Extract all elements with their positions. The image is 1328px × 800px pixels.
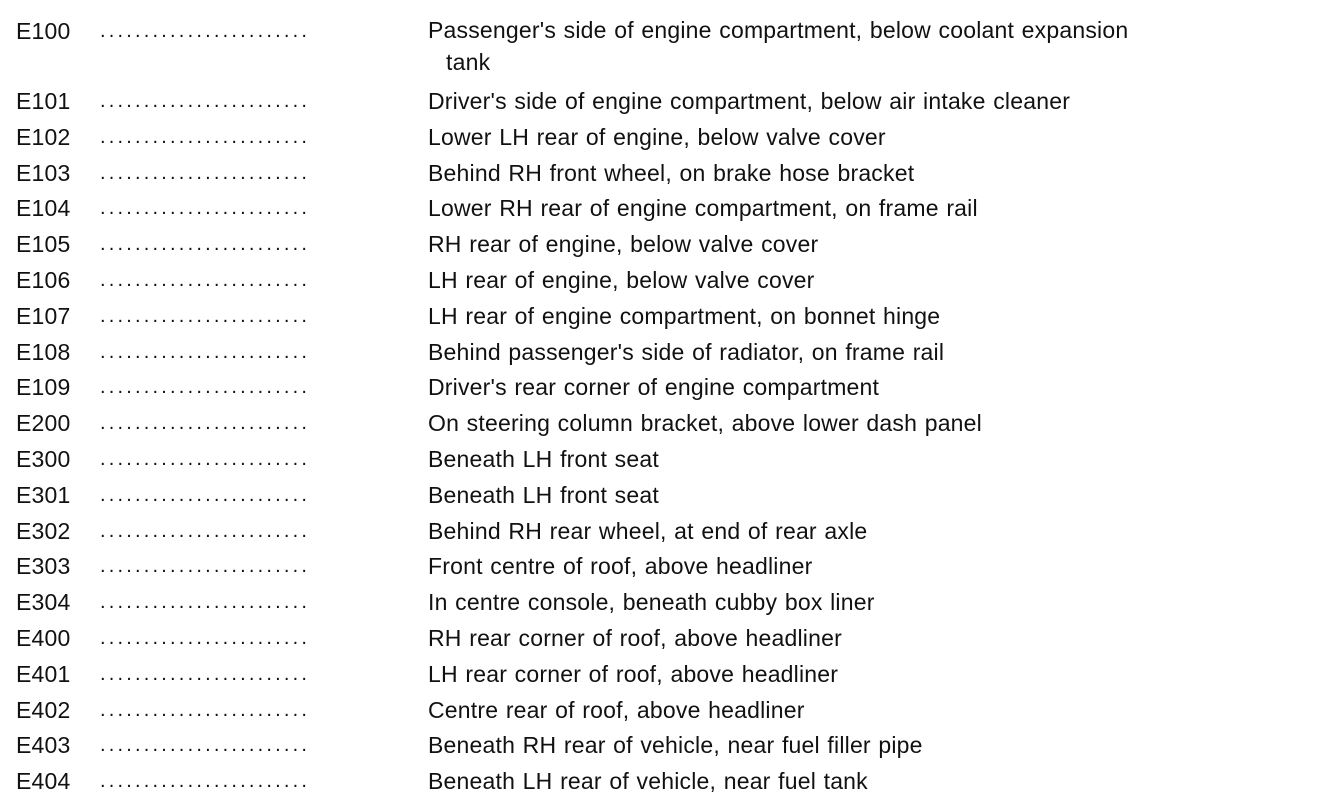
list-item: [16, 120, 1316, 156]
ground-code: E106: [16, 266, 71, 293]
dot-leader: ........................: [100, 412, 311, 435]
ground-location: Beneath LH front seat: [428, 445, 659, 472]
ground-location-text: Passenger's side of engine compartment, below coolant expansion: [428, 17, 1129, 43]
dot-leader: ........................: [100, 626, 311, 649]
list-item: [16, 549, 1316, 585]
ground-code: E400: [16, 624, 71, 651]
dot-leader: ........................: [100, 340, 311, 363]
ground-location: Beneath LH rear of vehicle, near fuel tank: [428, 768, 868, 795]
ground-location-continuation: tank: [446, 49, 491, 75]
ground-location: Driver's rear corner of engine compartment: [428, 374, 880, 401]
list-item: [16, 585, 1316, 621]
ground-location: LH rear of engine, below valve cover: [428, 266, 815, 293]
dot-leader: ........................: [100, 662, 311, 685]
list-item: [16, 227, 1316, 263]
list-item: [16, 335, 1316, 371]
list-item: [16, 478, 1316, 514]
ground-code: E101: [16, 88, 71, 114]
dot-leader: ........................: [100, 376, 311, 399]
list-item: [16, 621, 1316, 657]
list-item: [16, 370, 1316, 406]
ground-code: E102: [16, 123, 71, 150]
list-item: [16, 693, 1316, 729]
ground-location: Beneath RH rear of vehicle, near fuel filler pipe: [428, 732, 923, 759]
ground-code: E304: [16, 589, 71, 616]
ground-code: E303: [16, 553, 71, 580]
ground-code: E301: [16, 481, 71, 508]
list-item: [16, 764, 1316, 800]
dot-leader: ........................: [100, 125, 311, 148]
list-item: [16, 442, 1316, 478]
ground-location: RH rear of engine, below valve cover: [428, 231, 819, 258]
ground-code: E403: [16, 732, 71, 759]
ground-point-location-list: [16, 14, 1316, 800]
ground-code: E100: [16, 18, 71, 44]
ground-location: Front centre of roof, above headliner: [428, 553, 813, 580]
dot-leader: ........................: [100, 519, 311, 542]
list-item: [16, 728, 1316, 764]
ground-location: Behind RH front wheel, on brake hose bracket: [428, 159, 915, 186]
dot-leader: ........................: [100, 233, 311, 256]
dot-leader: ........................: [100, 161, 311, 184]
ground-code: E108: [16, 338, 71, 365]
ground-location: Lower RH rear of engine compartment, on frame rail: [428, 195, 978, 222]
ground-code: E109: [16, 374, 71, 401]
ground-code: E401: [16, 660, 71, 687]
dot-leader: ........................: [100, 591, 311, 614]
ground-location: LH rear of engine compartment, on bonnet hinge: [428, 302, 941, 329]
ground-code: E200: [16, 410, 71, 437]
ground-location: Behind RH rear wheel, at end of rear axle: [428, 517, 868, 544]
ground-location: [428, 14, 1316, 78]
dot-leader: ........................: [100, 698, 311, 721]
dot-leader: ........................: [100, 734, 311, 757]
dot-leader: ........................: [100, 555, 311, 578]
ground-location: Behind passenger's side of radiator, on frame rail: [428, 338, 945, 365]
dot-leader: ........................: [100, 447, 311, 470]
ground-code: E105: [16, 231, 71, 258]
ground-code: E302: [16, 517, 71, 544]
ground-code: E402: [16, 696, 71, 723]
ground-location: Driver's side of engine compartment, below air intake cleaner: [428, 88, 1071, 114]
ground-location: RH rear corner of roof, above headliner: [428, 624, 842, 651]
ground-location: Centre rear of roof, above headliner: [428, 696, 805, 723]
list-item: [16, 191, 1316, 227]
dot-leader: ........................: [100, 197, 311, 220]
list-item: [16, 14, 1316, 84]
ground-location: On steering column bracket, above lower dash panel: [428, 410, 982, 437]
list-item: [16, 263, 1316, 299]
list-item: [16, 514, 1316, 550]
list-item: [16, 84, 1316, 120]
ground-code: E104: [16, 195, 71, 222]
ground-location: Lower LH rear of engine, below valve cover: [428, 123, 886, 150]
list-item: [16, 299, 1316, 335]
ground-location: LH rear corner of roof, above headliner: [428, 660, 839, 687]
ground-location: Beneath LH front seat: [428, 481, 659, 508]
dot-leader: ........................: [100, 90, 311, 112]
list-item: [16, 156, 1316, 192]
ground-location: In centre console, beneath cubby box liner: [428, 589, 875, 616]
dot-leader: ........................: [100, 268, 311, 291]
ground-code: E107: [16, 302, 71, 329]
ground-code: E103: [16, 159, 71, 186]
list-item: [16, 406, 1316, 442]
list-item: [16, 657, 1316, 693]
dot-leader: ........................: [100, 770, 311, 793]
ground-code: E404: [16, 768, 71, 795]
dot-leader: ........................: [100, 304, 311, 327]
dot-leader: ........................: [100, 20, 311, 42]
dot-leader: ........................: [100, 483, 311, 506]
ground-code: E300: [16, 445, 71, 472]
